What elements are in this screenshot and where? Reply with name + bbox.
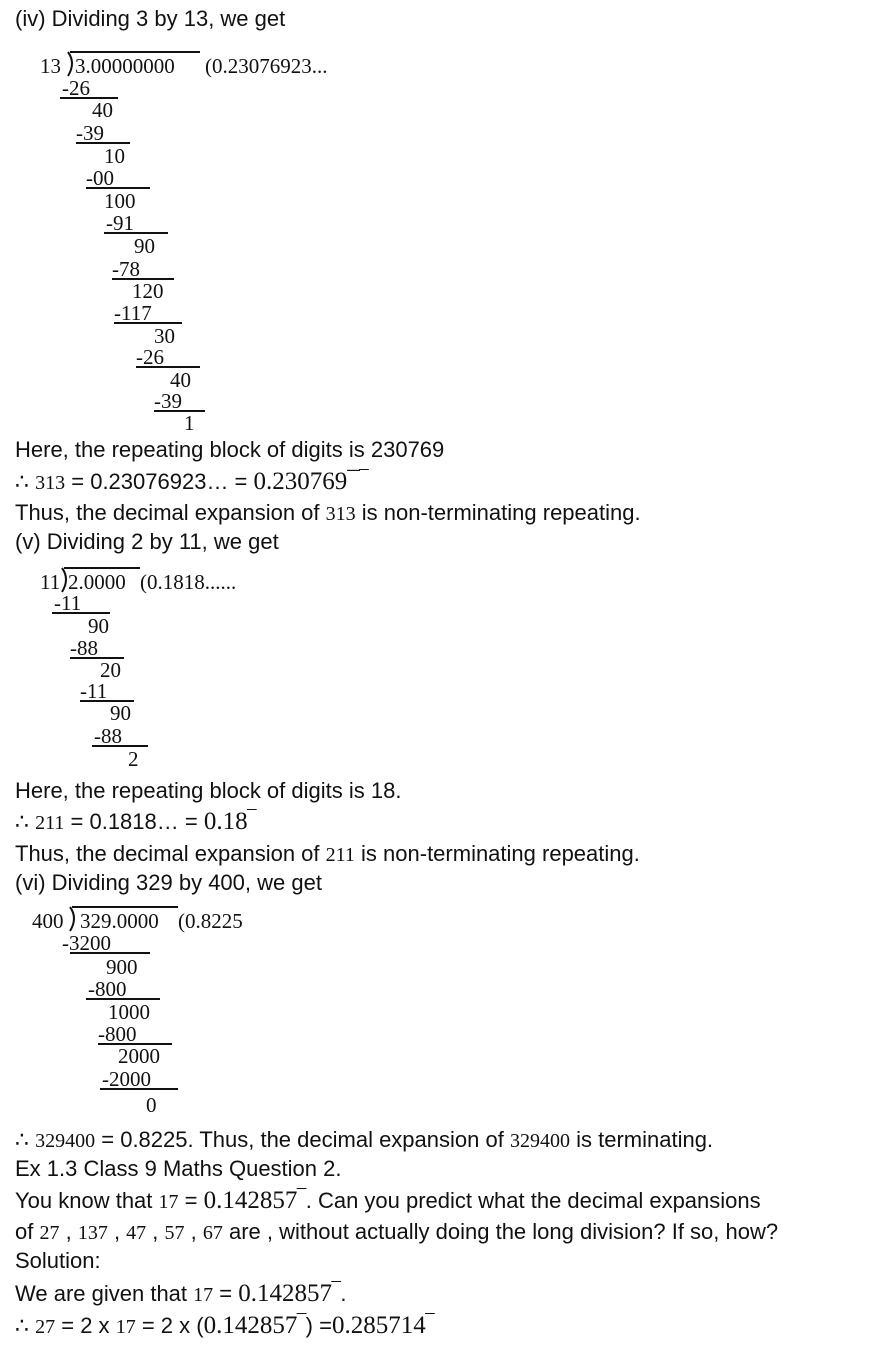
divisor-v: 11 (40, 570, 61, 594)
text-end: are , without actually doing the long division? If so, how? (228, 1219, 779, 1244)
text: ) = (305, 1313, 332, 1338)
step-iv-10: -117 (114, 301, 152, 325)
text-end: . (340, 1281, 347, 1306)
divisor-iv: 13 (40, 54, 61, 78)
step-vi-2: -800 (88, 977, 127, 1001)
step-iv-2: -39 (76, 121, 104, 145)
part-iv-equation: ∴ 313 = 0.23076923… = 0.230769 ¯ ‾ (15, 469, 368, 496)
equation-middle: = 0.23076923… = (71, 469, 248, 494)
step-v-5: 90 (110, 701, 131, 725)
solution-label: Solution: (15, 1248, 101, 1273)
therefore-symbol: ∴ (15, 1313, 29, 1338)
therefore-symbol: ∴ (15, 809, 29, 834)
conclusion-text-end: is non-terminating repeating. (361, 500, 641, 525)
repeating-value: 0.142857 (203, 1312, 298, 1339)
part-v-equation: ∴ 211 = 0.1818… = 0.18‾ (15, 808, 256, 835)
part-vi-result (15, 1127, 713, 1154)
fraction: 47 (126, 1222, 147, 1244)
part-iv-heading: (iv) Dividing 3 by 13, we get (15, 6, 286, 31)
step-vi-6: -2000 (102, 1067, 151, 1091)
dividend-iv: 3.00000000 (75, 54, 175, 78)
repeating-result: 0.18 (203, 808, 248, 835)
fraction: 27 (39, 1222, 60, 1244)
quotient-v: (0.1818...... (140, 570, 237, 594)
quotient-iv: (0.23076923... (205, 54, 328, 78)
step-v-4: -11 (80, 679, 108, 703)
fraction: 211 (35, 812, 65, 834)
text: of (15, 1219, 34, 1244)
fraction: 27 (35, 1316, 56, 1338)
divisor-vi: 400 (32, 909, 64, 933)
text: = 2 x (61, 1313, 110, 1338)
equation-middle: = 0.8225. Thus, the decimal expansion of (101, 1127, 504, 1152)
text-end: . Can you predict what the decimal expansions (305, 1188, 761, 1213)
step-vi-1: 900 (106, 955, 138, 979)
dividend-v: 2.0000 (68, 570, 126, 594)
text: = 2 x ( (141, 1313, 204, 1338)
conclusion-text: Thus, the decimal expansion of (15, 841, 320, 866)
step-iv-1: 40 (92, 98, 113, 122)
equation-middle: = 0.1818… = (70, 809, 198, 834)
equals: = (219, 1281, 233, 1306)
part-iv-repeating: Here, the repeating block of digits is 230769 (15, 437, 445, 462)
question-2-line-1: You know that 17 = 0.142857‾. Can you predict what the decimal expansions (15, 1187, 761, 1214)
step-vi-5: 2000 (118, 1044, 160, 1068)
step-iv-7: 90 (134, 234, 155, 258)
step-iv-11: 30 (154, 324, 175, 348)
equation-end: is terminating. (576, 1127, 714, 1152)
equals: = (184, 1188, 198, 1213)
fraction-2: 329400 (509, 1130, 570, 1152)
step-iv-14: -39 (154, 389, 182, 413)
therefore-symbol: ∴ (15, 1127, 29, 1152)
step-vi-3: 1000 (108, 1000, 150, 1024)
therefore-symbol: ∴ (15, 469, 29, 494)
fraction: 17 (115, 1316, 136, 1338)
fraction: 313 (35, 472, 66, 494)
quotient-vi: (0.8225 (178, 909, 243, 933)
fraction: 67 (202, 1222, 223, 1244)
step-iv-4: -00 (86, 166, 114, 190)
step-iv-8: -78 (112, 257, 140, 281)
conclusion-text-end: is non-terminating repeating. (361, 841, 640, 866)
step-iv-6: -91 (106, 211, 134, 235)
step-vi-0: -3200 (62, 931, 111, 955)
step-v-2: -88 (70, 636, 98, 660)
step-vi-4: -800 (98, 1022, 137, 1046)
text: We are given that (15, 1281, 188, 1306)
step-v-3: 20 (100, 658, 121, 682)
fraction: 17 (158, 1191, 179, 1213)
question-2-line-2: of 27 , 137 , 47 , 57 , 67 are , without actually doing the long division? If so, how? (15, 1219, 779, 1244)
fraction: 313 (325, 503, 356, 525)
fraction: 137 (77, 1222, 108, 1244)
step-iv-13: 40 (170, 368, 191, 392)
repeating-value: 0.142857 (238, 1280, 333, 1307)
fraction: 17 (193, 1284, 214, 1306)
conclusion-text: Thus, the decimal expansion of (15, 500, 320, 525)
solution-given: We are given that 17 = 0.142857‾. (15, 1280, 347, 1307)
step-v-6: -88 (94, 724, 122, 748)
step-v-7: 2 (128, 747, 139, 771)
part-v-heading: (v) Dividing 2 by 11, we get (15, 529, 279, 554)
step-v-0: -11 (54, 591, 82, 615)
repeating-result: 0.285714 (331, 1312, 426, 1339)
question-2-title: Ex 1.3 Class 9 Maths Question 2. (15, 1156, 342, 1181)
fraction: 329400 (35, 1130, 96, 1152)
step-v-1: 90 (88, 614, 109, 638)
text: You know that (15, 1188, 153, 1213)
step-iv-3: 10 (104, 144, 125, 168)
step-iv-0: -26 (62, 76, 90, 100)
step-iv-15: 1 (184, 411, 195, 435)
step-iv-9: 120 (132, 279, 164, 303)
repeating-value: 0.142857 (203, 1187, 298, 1214)
step-vi-7: 0 (146, 1093, 157, 1117)
dividend-vi: 329.0000 (80, 909, 159, 933)
part-v-repeating: Here, the repeating block of digits is 18. (15, 778, 402, 803)
fraction: 211 (325, 844, 355, 866)
fraction: 57 (164, 1222, 185, 1244)
repeating-result: 0.230769 ¯ (254, 468, 360, 495)
step-iv-5: 100 (104, 189, 136, 213)
step-iv-12: -26 (136, 345, 164, 369)
part-vi-heading: (vi) Dividing 329 by 400, we get (15, 870, 322, 895)
solution-last-line: ∴ 27 = 2 x 17 = 2 x (0.142857‾) =0.285714‾ (15, 1312, 435, 1339)
